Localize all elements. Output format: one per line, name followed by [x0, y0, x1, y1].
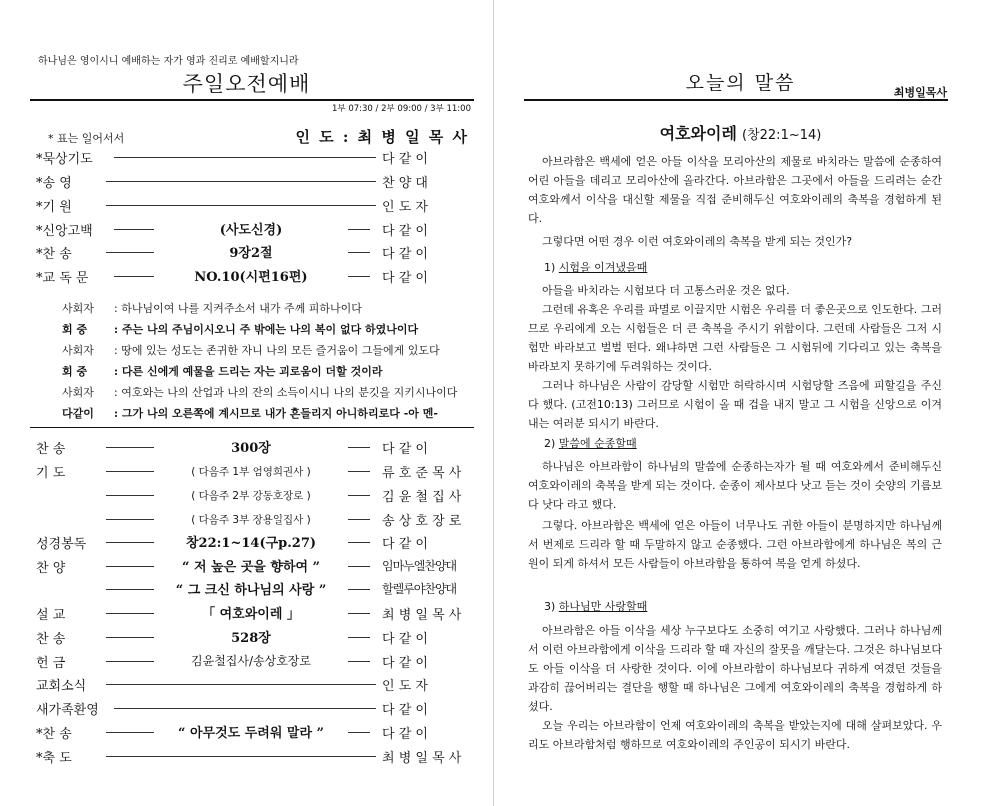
order-row [36, 170, 470, 194]
responsive-line [62, 321, 472, 337]
order-responsible: 임마누엘찬양대 [382, 557, 470, 574]
sermon-paragraph: 그렇다. 아브라함은 백세에 얻은 아들이 너무나도 귀한 아들이 분명하지만 하나님께서 번제로 드리라 할 때 두말하지 않고 순종했다. 그런 아브라함에게 하나님은 복의 근원이 되게 하셔서 모든 사람들이 아브라함을 통하여 복을 얻게 하셨다. [528, 519, 942, 570]
order-label: 찬 송 [36, 632, 66, 647]
order-responsible: 다 같 이 [382, 628, 470, 647]
leader-line [348, 447, 370, 448]
point-heading [544, 259, 647, 275]
order-label: *축 도 [36, 751, 72, 766]
order-responsible: 다 같 이 [382, 148, 470, 167]
speaker: 사회자 [62, 386, 94, 399]
leader-line [106, 756, 376, 757]
point-number: 2) [544, 437, 556, 450]
order-row [36, 578, 470, 602]
order-row [36, 555, 470, 579]
speaker: 회 중 [62, 323, 88, 336]
leader-line [348, 276, 370, 277]
order-row [36, 697, 470, 721]
order-item-detail: “ 저 높은 곳을 향하여 ” [158, 556, 344, 575]
sermon-paragraph: 오늘 우리는 아브라함이 언제 여호와이레의 축복을 받았는지에 대해 살펴보았다. 우리도 아브라함처럼 행하므로 여호와이레의 주인공이 되시기 바란다. [528, 719, 942, 751]
order-item-detail: NO.10(시편16편) [158, 266, 344, 285]
leader-line [348, 589, 370, 590]
responsive-line [62, 405, 472, 421]
leader-line [348, 542, 370, 543]
separator: : [114, 386, 122, 399]
order-responsible: 인 도 자 [382, 675, 470, 694]
sermon-paragraph: 그런데 유혹은 우리를 파멸로 이끌지만 시험은 우리를 더 좋은곳으로 인도한다. 그러므로 우리에게 오는 시험들은 더 큰 축복을 주시기 위함이다. 그런데 사람들은 그저 시험만 바라보고 벌벌 떤다. 왜냐하면 그런 사람들은 그 시험뒤에 기다리고 있는 축복을 바라보지 못하기에 두려워하는 것이다. [528, 303, 942, 373]
order-label: 기 도 [36, 466, 66, 481]
responsive-line [62, 384, 472, 400]
order-row [36, 602, 470, 626]
leader-line [106, 637, 154, 638]
separator: : [114, 302, 122, 315]
order-row [36, 484, 470, 508]
separator: : [114, 365, 122, 378]
leader-line [106, 732, 154, 733]
leader-line [114, 708, 376, 709]
order-responsible: 다 같 이 [382, 438, 470, 457]
right-page [494, 0, 987, 806]
leader-line [348, 229, 370, 230]
leader-line [114, 229, 154, 230]
order-item-detail: 김윤철집사/송상호장로 [158, 652, 344, 669]
order-row [36, 650, 470, 674]
leader-line [106, 589, 154, 590]
sermon-heading [494, 121, 987, 144]
leader-line [106, 447, 154, 448]
order-item-detail: ( 다음주 1부 엄영희권사 ) [158, 464, 344, 479]
sermon-paragraph: 그렇다면 어떤 경우 이런 여호와이레의 축복을 받게 되는 것인가? [542, 235, 853, 248]
responsive-line [62, 300, 472, 316]
speaker: 사회자 [62, 302, 94, 315]
standing-note: * 표는 일어서서 [48, 132, 125, 145]
order-item-detail: 528장 [158, 627, 344, 646]
order-row [36, 460, 470, 484]
order-label: *찬 송 [36, 247, 72, 262]
order-row [36, 721, 470, 745]
order-item-detail: “ 그 크신 하나님의 사랑 ” [158, 579, 344, 598]
order-row [36, 146, 470, 170]
sermon-paragraph: 아브라함은 백세에 얻은 아들 이삭을 모리아산의 제물로 바치라는 말씀에 순종하여 어린 아들을 데리고 모리아산에 올라간다. 아브라함은 그곳에서 아들을 드리려는 순간 여호와께서 이삭을 대신할 제물을 직접 준비해두신 여호와이레의 축복을 경험하게 된다. [528, 155, 942, 225]
point-number: 1) [544, 261, 556, 274]
sermon-reference: (창22:1~14) [742, 128, 822, 143]
order-label: *기 원 [36, 200, 72, 215]
order-responsible: 인 도 자 [382, 196, 470, 215]
order-item-detail: 창22:1~14(구p.27) [158, 532, 344, 551]
leader-line [106, 181, 376, 182]
order-responsible: 다 같 이 [382, 723, 470, 742]
speaker: 다같이 [62, 407, 94, 420]
order-label: *송 영 [36, 176, 72, 191]
speaker: 회 중 [62, 365, 88, 378]
order-label: 설 교 [36, 608, 66, 623]
reading-text: 하나님이여 나를 지켜주소서 내가 주께 피하나이다 [121, 302, 362, 315]
leader-line [348, 252, 370, 253]
order-label: *묵상기도 [36, 152, 93, 167]
leader-line [348, 661, 370, 662]
order-row [36, 673, 470, 697]
left-page [0, 0, 493, 806]
order-responsible: 최 병 일 목 사 [382, 604, 470, 623]
point-heading [544, 435, 637, 451]
leader-line [114, 157, 376, 158]
reading-text: 땅에 있는 성도는 존귀한 자니 나의 모든 즐거움이 그들에게 있도다 [121, 344, 440, 357]
point-title: 시험을 이겨냈을때 [558, 261, 648, 274]
page-title: 주일오전예배 [182, 72, 311, 96]
leader-line [106, 205, 376, 206]
order-item-detail: “ 아무것도 두려워 말라 ” [158, 722, 344, 741]
leader-line [348, 495, 370, 496]
order-responsible: 다 같 이 [382, 267, 470, 286]
point-number: 3) [544, 600, 556, 613]
point-title: 하나님만 사랑할때 [558, 600, 648, 613]
order-responsible: 할렐루야찬양대 [382, 580, 470, 597]
order-item-detail: (사도신경) [158, 219, 344, 238]
leader-line [348, 637, 370, 638]
separator: : [114, 344, 122, 357]
leader-line [106, 495, 154, 496]
leader-line [106, 252, 154, 253]
order-responsible: 찬 양 대 [382, 172, 470, 191]
separator: : [114, 407, 122, 420]
reading-text: 그가 나의 오른쪽에 계시므로 내가 흔들리지 아니하리로다 -아 멘- [121, 407, 438, 420]
order-row [36, 531, 470, 555]
order-responsible: 다 같 이 [382, 699, 470, 718]
order-row [36, 218, 470, 242]
responsive-line [62, 342, 472, 358]
order-label: 찬 양 [36, 561, 66, 576]
reading-text: 다른 신에게 예물을 드리는 자는 괴로움이 더할 것이라 [121, 365, 383, 378]
leader-line [106, 613, 154, 614]
order-responsible: 송 상 호 장 로 [382, 510, 470, 529]
reading-text: 주는 나의 주님이시오니 주 밖에는 나의 복이 없다 하였나이다 [121, 323, 419, 336]
leader-line [348, 613, 370, 614]
leader-line [348, 732, 370, 733]
leader-line [106, 471, 154, 472]
leader-line [106, 519, 154, 520]
reading-text: 여호와는 나의 산업과 나의 잔의 소득이시니 나의 분깃을 지키시나이다 [121, 386, 458, 399]
leader: 인 도 : 최 병 일 목 사 [295, 128, 469, 146]
leader-line [348, 519, 370, 520]
sermon-page-title: 오늘의 말씀 [685, 72, 796, 94]
leader-line [348, 566, 370, 567]
leader-line [114, 276, 154, 277]
point-title: 말씀에 순종할때 [558, 437, 637, 450]
leader-line [106, 566, 154, 567]
sermon-paragraph: 하나님은 아브라함이 하나님의 말씀에 순종하는자가 될 때 여호와께서 준비해두신 여호와이레의 축복을 받게 되는 것이다. 순종이 제사보다 낫고 듣는 것이 숫양의 기름보다 낫다 라고 했다. [528, 460, 942, 511]
separator: : [114, 323, 122, 336]
order-row [36, 241, 470, 265]
order-row [36, 436, 470, 460]
order-label: 헌 금 [36, 656, 66, 671]
point-heading [544, 598, 647, 614]
order-item-detail: 300장 [158, 437, 344, 456]
sermon-paragraph: 그러나 하나님은 사람이 감당할 시험만 허락하시며 시험당할 즈음에 피할길을 주신다 했다. (고전10:13) 그러므로 시험이 올 때 겁을 내지 말고 그 시험을 신앙으로 이겨내는 여러분 되시기 바란다. [528, 379, 942, 430]
leader-line [348, 471, 370, 472]
divider [30, 99, 474, 101]
order-responsible: 다 같 이 [382, 220, 470, 239]
speaker: 사회자 [62, 344, 94, 357]
responsive-line [62, 363, 472, 379]
sermon-title: 여호와이레 [659, 124, 737, 143]
sermon-paragraph: 아브라함은 아들 이삭을 세상 누구보다도 소중히 여기고 사랑했다. 그러나 하나님께서 이런 아브라함에게 이삭을 드리라 할 때 자신의 잘못을 깨달는다. 그것은 하나님보다도 아들 이삭을 더 사랑한 것이다. 이에 아브라함이 하나님보다 귀하게 여겼던 것들을 과감히 끊어버리는 결단을 행할 때 하나님은 그에게 여호와이레의 축복을 경험하게 하셨다. [528, 624, 942, 713]
order-row [36, 265, 470, 289]
leader-line [106, 661, 154, 662]
service-times: 1부 07:30 / 2부 09:00 / 3부 11:00 [332, 104, 471, 114]
order-row [36, 626, 470, 650]
order-item-detail: ( 다음주 2부 강동호장로 ) [158, 488, 344, 503]
order-label: 찬 송 [36, 442, 66, 457]
order-responsible: 다 같 이 [382, 243, 470, 262]
leader-line [106, 684, 376, 685]
divider [30, 427, 474, 428]
order-label: 성경봉독 [36, 537, 87, 552]
order-responsible: 다 같 이 [382, 652, 470, 671]
order-responsible: 다 같 이 [382, 533, 470, 552]
order-row [36, 508, 470, 532]
pastor-name: 최병일목사 [893, 86, 947, 99]
order-item-detail: 「 여호와이레 」 [158, 603, 344, 622]
sermon-paragraph: 아들을 바치라는 시험보다 더 고통스러운 것은 없다. [542, 284, 790, 297]
order-row [36, 194, 470, 218]
leader-line [106, 542, 154, 543]
order-responsible: 최 병 일 목 사 [382, 747, 470, 766]
order-row [36, 745, 470, 769]
order-item-detail: 9장2절 [158, 242, 344, 261]
order-label: *찬 송 [36, 727, 72, 742]
order-responsible: 김 윤 철 집 사 [382, 486, 470, 505]
motto: 하나님은 영이시니 예배하는 자가 영과 진리로 예배할지니라 [38, 56, 299, 67]
order-label: 교회소식 [36, 679, 87, 694]
order-responsible: 류 호 준 목 사 [382, 462, 470, 481]
order-label: *교 독 문 [36, 271, 89, 286]
divider [524, 99, 948, 101]
order-label: 새가족환영 [36, 703, 99, 718]
order-item-detail: ( 다음주 3부 장용일집사 ) [158, 512, 344, 527]
order-label: *신앙고백 [36, 224, 93, 239]
